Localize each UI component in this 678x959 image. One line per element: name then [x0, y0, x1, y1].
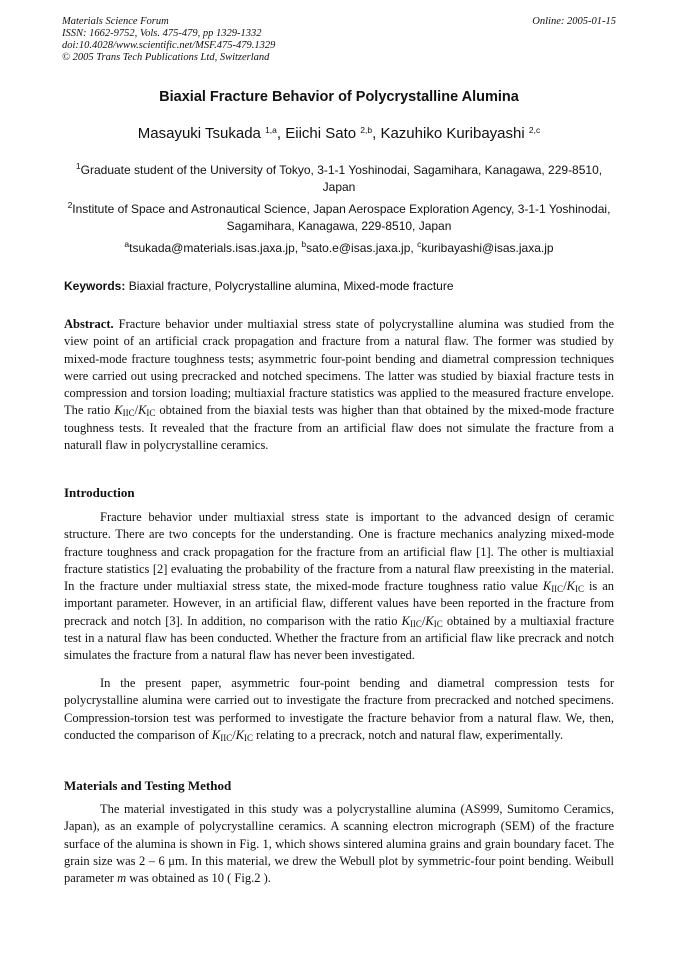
paper-title: Biaxial Fracture Behavior of Polycrystalline Alumina: [159, 89, 519, 105]
section-heading-materials: Materials and Testing Method: [64, 778, 232, 793]
ratio-symbol: $K_{IIC}/K_{IC}$: [211, 727, 254, 743]
abstract-label: Abstract.: [64, 317, 114, 331]
materials-paragraph-1: The material investigated in this study was a polycrystalline alumina (AS999, Sumitomo Ceramics, Japan), as an example of polycrystalline ceramics. A scanning electron micrograph (SEM) of the fracture surface of the alumina is shown in Fig. 1, which shows sintered alumina grains and grain boundary facet. The grain size was 2 – 6 μm. In this material, we drew the Webull plot by symmetric-four point bending. Weibull parameter m was obtained as 10 ( Fig.2 ).: [64, 802, 614, 886]
doi-line: doi:10.4028/www.scientific.net/MSF.475-479.1329: [62, 40, 276, 51]
keywords-label: Keywords:: [64, 279, 126, 293]
author-emails: $^a$tsukada@materials.isas.jaxa.jp, $^b$sato.e@isas.jaxa.jp, $^c$kuribayashi@isas.jaxa.jp: [124, 239, 554, 255]
ratio-symbol: $K_{IIC}/K_{IC}$: [401, 613, 443, 629]
author-name: Kazuhiko Kuribayashi: [380, 125, 525, 142]
online-date: Online: 2005-01-15: [532, 16, 616, 27]
intro-paragraph-2: In the present paper, asymmetric four-point bending and diametral compression tests for polycrystalline alumina were carried out to investigate the fracture from precracked and notched specimens. Compression-torsion test was performed to investigate the fracture behavior from a natural flaw. We, then, conducted the comparison of $K_{IIC}/K_{IC}$ relating to a precrack, notch and natural flaw, experimentally.: [64, 676, 614, 743]
email-link[interactable]: kuribayashi@isas.jaxa.jp: [421, 241, 554, 255]
affiliation-1: $^1$Graduate student of the University of Tokyo, 3-1-1 Yoshinodai, Sagamihara, Kanagawa, 229-8510, Japan: [75, 161, 603, 194]
author-name: Eiichi Sato: [285, 125, 357, 142]
intro-paragraph-1: Fracture behavior under multiaxial stress state is important to the advanced design of ceramic structure. There are two concepts for the understanding. One is fracture mechanics analyzing mixed-mode fracture toughness and crack propagation for the fracture from an artificial flaw [1]. The other is multiaxial fracture statistics [2] evaluating the probability of the fracture from a natural flaw preexisting in the material. In the fracture under multiaxial stress state, the mixed-mode fracture toughness ratio value $K_{IIC}/K_{IC}$ is an important parameter. However, in an artificial flaw, different values have been reported in the fracture from precrack and notch [3]. In addition, no comparison with the ratio $K_{IIC}/K_{IC}$ obtained by a multiaxial fracture test in a natural flaw has been conducted. Whether the fracture from an artificial flaw like precrack and notch simulates the fracture from a natural flaw has never been investigated.: [64, 510, 615, 663]
ratio-symbol: $K_{IIC}/K_{IC}$: [542, 579, 585, 595]
email-link[interactable]: tsukada@materials.isas.jaxa.jp: [129, 241, 295, 255]
affiliation-2: $^2$Institute of Space and Astronautical Science, Japan Aerospace Exploration Agency, 3-1-1 Yoshinodai, Sagamihara, Kanagawa, 229-8510, Japan: [67, 200, 611, 233]
email-link[interactable]: sato.e@isas.jaxa.jp: [306, 241, 411, 255]
journal-name: Materials Science Forum: [62, 16, 169, 27]
issn-line: ISSN: 1662-9752, Vols. 475-479, pp 1329-1332: [62, 28, 262, 39]
weibull-m-symbol: m: [117, 871, 127, 886]
journal-header: [62, 16, 616, 64]
author-affiliation-mark: 1,a: [265, 125, 277, 135]
author-affiliation-mark: 2,b: [360, 125, 373, 135]
author-affiliation-mark: 2,c: [528, 125, 541, 135]
author-name: Masayuki Tsukada: [137, 125, 261, 142]
copyright-line: © 2005 Trans Tech Publications Ltd, Switzerland: [62, 52, 270, 63]
abstract: Abstract. Fracture behavior under multiaxial stress state of polycrystalline alumina was studied from the view point of an artificial crack propagation and fracture from a natural flaw. The former was studied by mixed-mode fracture toughness tests; asymmetric four-point bending and diametral compression techniques were carried out using precracked and notched specimens. The latter was studied by biaxial fracture tests in compression and torsion loading; multiaxial fracture statistics was applied to the measured fracture envelope. The ratio $K_{IIC}/K_{IC}$ obtained from the biaxial tests was higher than that obtained by the mixed-mode fracture toughness tests. It revealed that the fracture from an artificial flaw does not simulate the fracture from a naturall flaw in polycrystalline ceramics.: [64, 317, 615, 453]
keywords-text: Biaxial fracture, Polycrystalline alumina, Mixed-mode fracture: [128, 279, 454, 293]
keywords: [64, 279, 616, 293]
author-list: Masayuki Tsukada $^{1,a}$, Eiichi Sato $^{2,b}$, Kazuhiko Kuribayashi $^{2,c}$: [137, 125, 541, 142]
ratio-symbol: $K_{IIC}/K_{IC}$: [114, 403, 156, 419]
section-heading-introduction: Introduction: [64, 485, 135, 500]
